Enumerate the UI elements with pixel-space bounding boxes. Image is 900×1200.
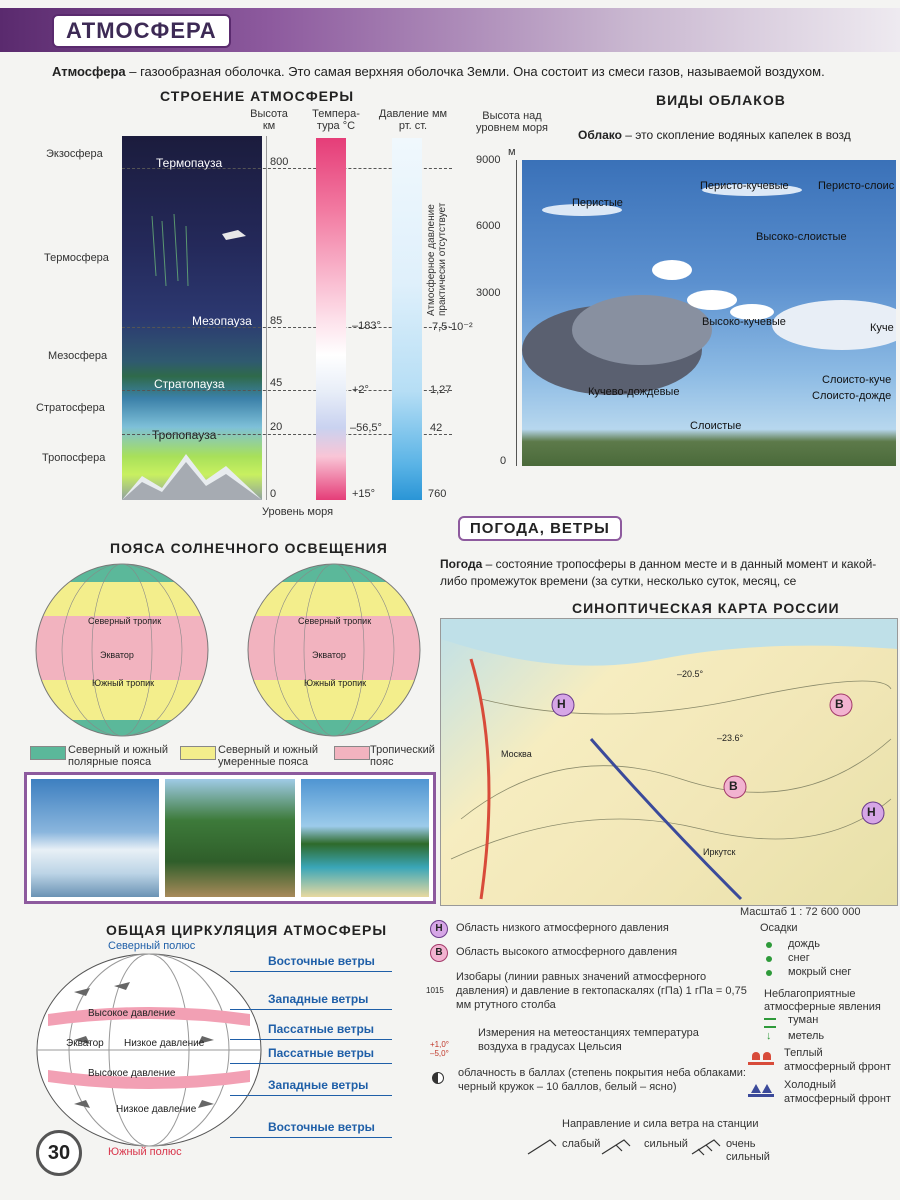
pressure-tropopause: 42 [430,422,443,434]
wind-east-north: Восточные ветры [268,954,375,968]
legend-high-icon: В [430,944,448,962]
globe2-equator: Экватор [312,650,346,660]
pressure-surface: 760 [428,488,447,500]
wind-line-6 [230,1137,392,1138]
map-temp-1: –23.6° [717,733,744,743]
height-800: 800 [270,156,289,168]
south-pole-label: Южный полюс [108,1146,182,1158]
intro-term: Атмосфера [52,64,126,79]
wind-trade-south: Пассатные ветры [268,1046,375,1060]
legend-wind-very-strong: очень сильный [726,1138,770,1163]
temp-stratopause: +2° [352,384,369,396]
band-high-north: Высокое давление [88,1008,176,1019]
globe2-south-tropic: Южный тропик [304,678,367,688]
weather-definition [440,556,896,590]
globe2-north-tropic: Северный тропик [298,616,372,626]
page-title: АТМОСФЕРА [52,14,231,48]
cloud-definition-term: Облако [578,128,622,142]
legend-blizzard-icon: ↓ [766,1030,772,1042]
wind-west-south: Западные ветры [268,1078,369,1092]
cloud-tick-0: 0 [500,455,507,467]
cloud-cirrocumulus: Перисто-кучевые [700,180,789,192]
cloud-tick-9000: 9000 [476,154,501,166]
boundary-mesopause: Мезопауза [192,314,252,328]
photo-temperate [165,779,295,897]
legend-snow: снег [788,952,810,964]
legend-wind-symbols [526,1134,736,1160]
photo-polar [31,779,159,897]
wind-line-2 [230,1009,392,1010]
structure-col-temp: Темпера-тура °С [312,108,360,132]
temp-tropopause: –56,5° [350,422,382,434]
legend-wind-weak: слабый [562,1138,601,1150]
boundary-thermopause: Термопауза [156,156,223,170]
circulation-title: ОБЩАЯ ЦИРКУЛЯЦИЯ АТМОСФЕРЫ [106,922,388,938]
structure-title: СТРОЕНИЕ АТМОСФЕРЫ [160,88,355,104]
map-high-2: В [835,697,844,711]
clouds-title: ВИДЫ ОБЛАКОВ [656,92,786,108]
landscapes-frame [24,772,436,904]
legend-polar-swatch [30,746,66,760]
legend-tropical-swatch [334,746,370,760]
map-city-moscow: Москва [501,749,532,759]
structure-col-height: Высота км [250,108,288,132]
legend-tropical-label: Тропический пояс [370,744,435,768]
globe1-equator: Экватор [100,650,134,660]
wind-line-3 [230,1039,392,1040]
legend-temperate-label: Северный и южный умеренные пояса [218,744,319,768]
temp-surface: +15° [352,488,376,500]
pressure-note [426,146,448,316]
cloud-stratocumulus: Слоисто-куче [822,374,892,386]
boundary-stratopause: Стратопауза [154,377,225,391]
map-low-1: Н [557,697,566,711]
cloud-tick-3000: 3000 [476,287,501,299]
legend-temp-text: Измерения на метеостанциях температура воздуха в градусах Цельсия [478,1027,699,1053]
wind-west-north: Западные ветры [268,992,369,1006]
cloud-nimbostratus: Слоисто-дожде [812,390,892,402]
wind-trade-north: Пассатные ветры [268,1022,375,1036]
height-axis [266,136,267,500]
layer-mesosphere: Мезосфера [48,350,108,362]
intro-text [52,64,892,79]
wind-line-5 [230,1095,392,1096]
cloud-cirrostratus: Перисто-слоис [818,180,895,192]
legend-polar-label: Северный и южный полярные пояса [68,744,169,768]
legend-warm-front: Теплый атмосферный фронт [784,1047,891,1073]
sea-level-label: Уровень моря [262,506,334,518]
legend-sleet: мокрый снег [788,966,852,978]
page-number: 30 [36,1130,82,1176]
boundary-tropopause: Тропопауза [152,428,217,442]
layer-stratosphere: Стратосфера [36,402,105,414]
band-equator: Экватор [66,1038,104,1049]
wind-east-south: Восточные ветры [268,1120,375,1134]
synoptic-title: СИНОПТИЧЕСКАЯ КАРТА РОССИИ [572,600,840,616]
legend-temperate-swatch [180,746,216,760]
cloud-cumulus: Куче [870,322,894,334]
legend-wind-title: Направление и сила ветра на станции [562,1118,759,1130]
legend-rain-icon [766,942,772,948]
map-city-irkutsk: Иркутск [703,847,736,857]
legend-warm-front-icon [748,1052,774,1065]
cloud-altocumulus: Высоко-кучевые [702,316,786,328]
belts-title: ПОЯСА СОЛНЕЧНОГО ОСВЕЩЕНИЯ [110,540,388,556]
clouds-axis-unit: м [508,146,516,158]
wind-line-4 [230,1063,392,1064]
legend-snow-icon [766,956,772,962]
cloud-altostratus: Высоко-слоистые [756,231,847,243]
temp-mesopause: –183° [352,320,381,332]
legend-cold-front: Холодный атмосферный фронт [784,1079,891,1105]
circulation-globe [34,952,264,1148]
height-85: 85 [270,315,283,327]
temperature-column [316,138,346,500]
legend-rain: дождь [788,938,820,950]
weather-title: ПОГОДА, ВЕТРЫ [458,516,622,541]
height-45: 45 [270,377,283,389]
synoptic-map [440,618,898,906]
band-high-south: Высокое давление [88,1068,176,1079]
pressure-column [392,138,422,500]
cloud-stratus: Слоистые [690,420,742,432]
map-low-2: Н [867,805,876,819]
north-pole-label: Северный полюс [108,940,196,952]
globe1-north-tropic: Северный тропик [88,616,162,626]
clouds-axis-title: Высота над уровнем моря [476,110,548,134]
legend-low-icon: Н [430,920,448,938]
photo-tropical [301,779,429,897]
legend-isobar-sample: 1015 [426,986,444,995]
band-low-south: Низкое давление [116,1104,197,1115]
pressure-mesopause: 7,5·10⁻² [432,321,473,333]
band-low-equator: Низкое давление [124,1038,205,1049]
legend-wind-strong: сильный [644,1138,688,1150]
belts-globes [30,562,430,738]
legend-fog-icon [764,1018,776,1028]
legend-unfavorable-title: Неблагоприятные атмосферные явления [764,988,881,1013]
cloud-tick-6000: 6000 [476,220,501,232]
cloud-cirrus: Перистые [572,197,623,209]
cloud-cumulonimbus: Кучево-дождевые [588,386,680,398]
map-scale: Масштаб 1 : 72 600 000 [740,906,861,918]
height-20: 20 [270,421,283,433]
legend-low-text: Область низкого атмосферного давления [456,922,669,934]
legend-cloudiness-text: облачность в баллах (степень покрытия неба облаками: черный кружок – 10 баллов, белый – ясно) [458,1067,746,1093]
pressure-note-text: Атмосферное давление практически отсутствует [426,202,448,316]
map-high-1: В [729,779,738,793]
wind-line-1 [230,971,392,972]
legend-high-text: Область высокого атмосферного давления [456,946,678,958]
legend-blizzard: метель [788,1030,825,1042]
legend-cloudiness-icon [432,1072,444,1084]
layer-exosphere: Экзосфера [46,148,103,160]
map-temp-2: –20.5° [677,669,704,679]
weather-text: – состояние тропосферы в данном месте и в данный момент и какой-либо промежуток времени (за сутки, несколько суток, месяц, се [440,557,877,588]
cloud-definition [578,128,851,142]
weather-term: Погода [440,557,483,571]
height-0: 0 [270,488,277,500]
layer-thermosphere: Термосфера [44,252,109,264]
cloud-definition-text: – это скопление водяных капелек в возд [621,128,851,142]
synoptic-map-drawing [441,619,897,905]
globe1-south-tropic: Южный тропик [92,678,155,688]
layer-troposphere: Тропосфера [42,452,106,464]
pressure-stratopause: 1,27 [430,384,452,396]
legend-temp-sample: +1,0° –5,0° [430,1040,449,1058]
clouds-axis [516,160,517,466]
structure-col-pressure: Давление мм рт. ст. [378,108,448,132]
intro-body: – газообразная оболочка. Это самая верхняя оболочка Земли. Она состоит из смеси газов, называемой воздухом. [125,64,825,79]
legend-sleet-icon [766,970,772,976]
legend-cold-front-icon [748,1084,774,1097]
legend-fog: туман [788,1014,819,1026]
legend-isobar-text: Изобары (линии равных значений атмосферного давления) и давление в гектопаскалях (гПа) 1 гПа = 0,75 мм ртутного столба [456,971,747,1011]
legend-precip-title: Осадки [760,922,798,934]
